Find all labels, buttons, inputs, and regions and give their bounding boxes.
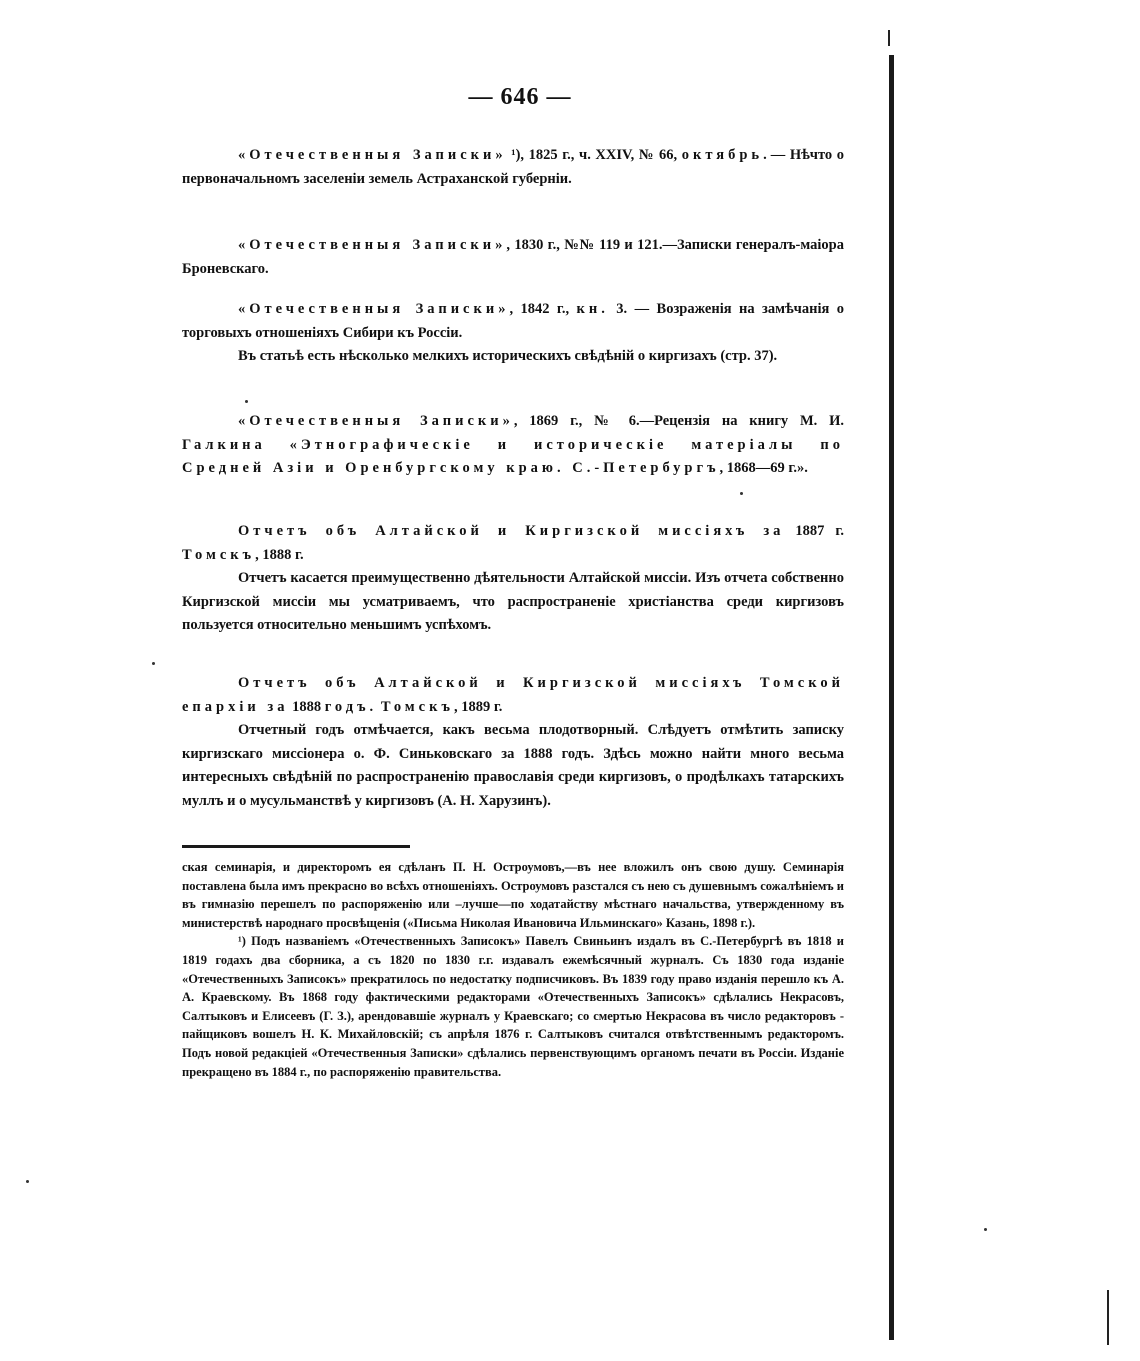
bibliography-entry xyxy=(182,520,844,638)
scan-speck xyxy=(740,492,743,495)
scan-edge-mark xyxy=(888,30,890,46)
entry-text: , 1830 г., №№ 119 и 121.—Записки генералъ-маіора Броневскаго. xyxy=(182,237,844,277)
entry-text: 3. — Возраженія на замѣчанія о торговыхъ отношеніяхъ Сибири къ Россіи. xyxy=(182,301,844,341)
entry-text: , 1889 г. xyxy=(453,698,503,715)
journal-title: «Отечественныя Записки» xyxy=(238,301,510,317)
bibliography-entry xyxy=(182,410,844,481)
entry-text: 1888 xyxy=(288,698,325,715)
entry-text: — Нѣчто о первоначальномъ заселеніи земель Астраханской губерніи. xyxy=(182,147,845,187)
scan-speck xyxy=(245,400,248,403)
entry-annotation: Въ статьѣ есть нѣсколько мелкихъ историческихъ свѣдѣній о киргизахъ (стр. 37). xyxy=(238,348,778,364)
bibliography-entry xyxy=(182,672,844,813)
entry-text: , 1888 г. xyxy=(255,546,304,563)
entry-text-spaced: кн. xyxy=(576,301,609,317)
journal-title: «Отечественныя Записки» xyxy=(238,413,514,429)
footnote-separator xyxy=(182,845,410,848)
bibliography-entry xyxy=(182,298,844,369)
report-title: Отчетъ объ Алтайской и Киргизской миссіяхъ за xyxy=(238,523,785,539)
scan-page-edge xyxy=(889,55,894,1340)
entry-annotation: Отчетный годъ отмѣчается, какъ весьма плодотворный. Слѣдуетъ отмѣтить записку киргизскаго миссіонера о. Ф. Синьковскаго за 1888 годъ. Здѣсь можно найти много весьма интересныхъ свѣдѣній по распространенію православія среди киргизовъ, о продѣлкахъ татарскихъ муллъ и о мусульманствѣ у киргизовъ (А. Н. Харузинъ). xyxy=(182,722,844,809)
bibliography-entry xyxy=(182,234,844,281)
entry-text-spaced: годъ. xyxy=(324,698,378,715)
entry-heading xyxy=(182,410,844,481)
entry-heading xyxy=(182,672,844,719)
entry-heading xyxy=(182,144,844,191)
entry-text: ¹), 1825 г., ч. XXIV, № 66, xyxy=(506,147,682,163)
entry-text-spaced: Томскъ xyxy=(380,698,454,715)
scan-edge-mark xyxy=(1107,1290,1109,1345)
entry-text: 1887 г. xyxy=(784,523,844,539)
footnote-continuation: ская семинарія, и директоромъ ея сдѣланъ П. Н. Остроумовъ,—въ нее вложилъ онъ свою душу. Семинарія поставлена была имъ прекрасно во всѣхъ отношеніяхъ. Остроумовъ разстался съ нею съ душевнымъ сожалѣніемъ и въ гимназію перешелъ по распоряженію или –лучше—по ходатайству мѣстнаго начальства, утвержденному въ министерствѣ народнаго просвѣщенія («Письма Николая Ивановича Ильминскаго» Казань, 1898 г.). xyxy=(182,860,844,930)
entry-text: , 1868—69 г.». xyxy=(719,460,808,476)
journal-title: «Отечественныя Записки» xyxy=(238,237,507,253)
entry-heading xyxy=(182,520,844,567)
entry-text-spaced: Галкина «Этнографическіе и историческіе матеріалы по Средней Азіи и Оренбургскому краю. С.-Петербургъ xyxy=(182,436,844,476)
scan-speck xyxy=(152,662,155,665)
scan-speck xyxy=(26,1180,29,1183)
entry-text: , 1842 г., xyxy=(509,301,577,317)
bibliography-entry xyxy=(182,144,844,191)
entry-annotation: Отчетъ касается преимущественно дѣятельности Алтайской миссіи. Изъ отчета собственно Киргизской миссіи мы усматриваемъ, что распространеніе христіанства среди киргизовъ пользуется относительно меньшимъ успѣхомъ. xyxy=(182,570,844,633)
footnotes xyxy=(182,858,844,1081)
entry-text-spaced: Томскъ xyxy=(182,546,256,563)
footnote-1: ¹) Подъ названіемъ «Отечественныхъ Записокъ» Павелъ Свиньинъ издалъ въ С.-Петербургѣ въ 1818 и 1819 годахъ два сборника, а съ 1820 по 1830 г.г. издавалъ ежемѣсячный журналъ. Съ 1830 года изданіе «Отечественныхъ Записокъ» прекратилось по недостатку подписчиковъ. Въ 1839 году право изданія перешло къ А. А. Краевскому. Въ 1868 году фактическими редакторами «Отечественныхъ Записокъ» сдѣлались Некрасовъ, Салтыковъ и Елисеевъ (Г. З.), арендовавшіе журналъ у Краевскаго; со смертью Некрасова въ число редакторовъ - пайщиковъ вошелъ Н. К. Михайловскій; съ апрѣля 1876 г. Салтыковъ считался отвѣтственнымъ редакторомъ. Подъ новой редакціей «Отечественныя Записки» сдѣлались первенствующимъ органомъ печати въ Россіи. Изданіе прекращено въ 1884 г., по распоряженію правительства. xyxy=(182,934,844,1079)
scan-speck xyxy=(984,1228,987,1231)
report-title: Отчетъ объ Алтайской и Киргизской миссіяхъ Томской епархіи за xyxy=(182,675,844,715)
page-number: — 646 — xyxy=(468,84,572,110)
entry-heading xyxy=(182,298,844,345)
journal-title: «Отечественныя Записки» xyxy=(238,147,507,163)
entry-text-spaced: октябрь. xyxy=(681,147,771,163)
entry-heading xyxy=(182,234,844,281)
entry-text: , 1869 г., № 6.—Рецензія на книгу М. И. xyxy=(513,413,844,429)
